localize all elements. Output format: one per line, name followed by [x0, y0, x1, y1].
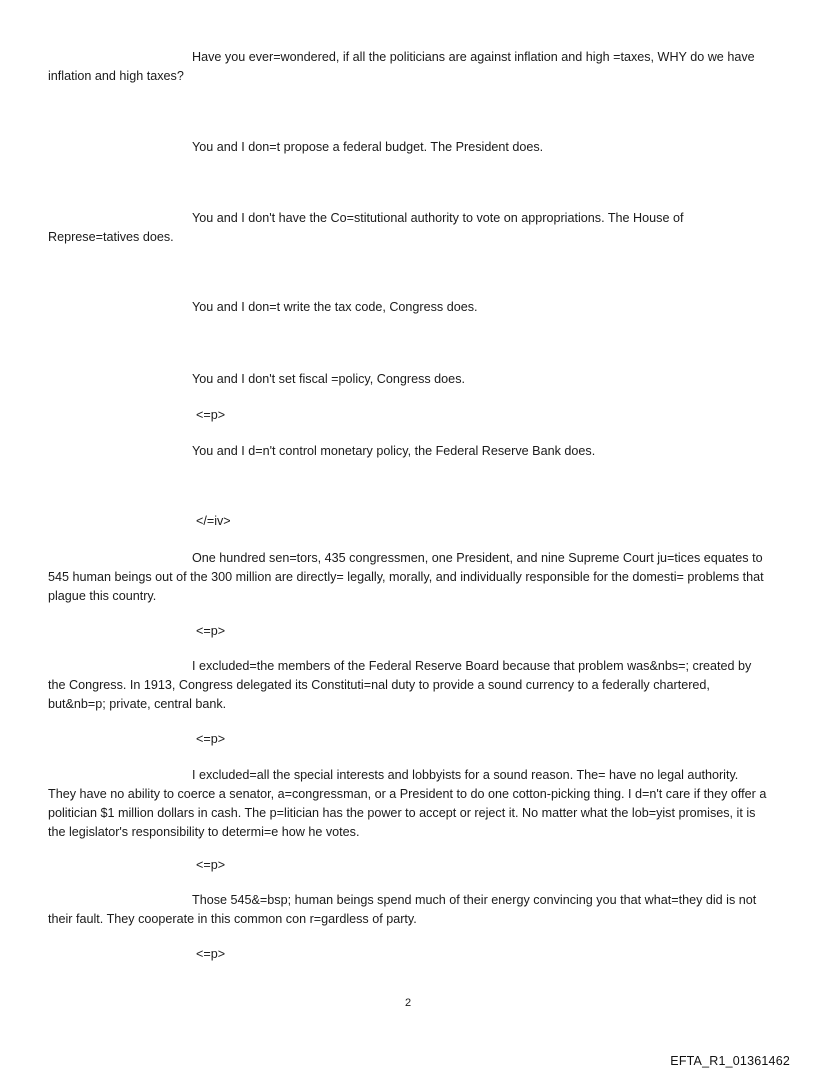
paragraph-appropriations: You and I don't have the Co=stitutional authority to vote on appropriations. The House of Represe=tatives does.: [48, 211, 684, 244]
paragraph-fiscal-policy: You and I don't set fiscal =policy, Congress does.: [192, 372, 465, 386]
paragraph-monetary-policy: You and I d=n't control monetary policy, the Federal Reserve Bank does.: [192, 444, 596, 458]
paragraph-common-con: Those 545&=bsp; human beings spend much of their energy convincing you that what=they did is not their fault. They cooperate in this common con r=gardless of party.: [48, 893, 757, 926]
paragraph-inflation-question: Have you ever=wondered, if all the politicians are against inflation and high =taxes, WHY do we have inflation and high taxes?: [48, 50, 755, 83]
paragraph-545-human-beings: One hundred sen=tors, 435 congressmen, one President, and nine Supreme Court ju=tices equates to 545 human beings out of the 300 million are directly= legally, morally, and individually responsible for the domesti= problems that plague this country.: [48, 551, 764, 603]
paragraph-federal-reserve-board: I excluded=the members of the Federal Reserve Board because that problem was&nbs=; created by the Congress. In 1913, Congress delegated its Constituti=nal duty to provide a sound currency to a federally chartered, but&nb=p; private, central bank.: [48, 659, 752, 711]
html-artifact-marker: <=p>: [196, 858, 226, 872]
paragraph-lobbyists: I excluded=all the special interests and lobbyists for a sound reason. The= have no legal authority. They have no ability to coerce a senator, a=congressman, or a President to do one cotton-picking thing. I d=n't care if they offer a politician $1 million dollars in cash. The p=litician has the power to accept or reject it. No matter what the lob=yist promises, it is the legislator's responsibility to determi=e how he votes.: [48, 768, 767, 839]
html-artifact-marker: <=p>: [196, 947, 226, 961]
page-number: 2: [404, 997, 412, 1009]
paragraph-tax-code: You and I don=t write the tax code, Congress does.: [192, 300, 478, 314]
html-artifact-marker: <=p>: [196, 624, 226, 638]
html-artifact-marker: <=p>: [196, 732, 226, 746]
paragraph-federal-budget: You and I don=t propose a federal budget. The President does.: [192, 140, 544, 154]
html-artifact-marker: <=p>: [196, 408, 226, 422]
html-artifact-marker: </=iv>: [196, 514, 231, 528]
bates-number: EFTA_R1_01361462: [670, 1054, 790, 1068]
